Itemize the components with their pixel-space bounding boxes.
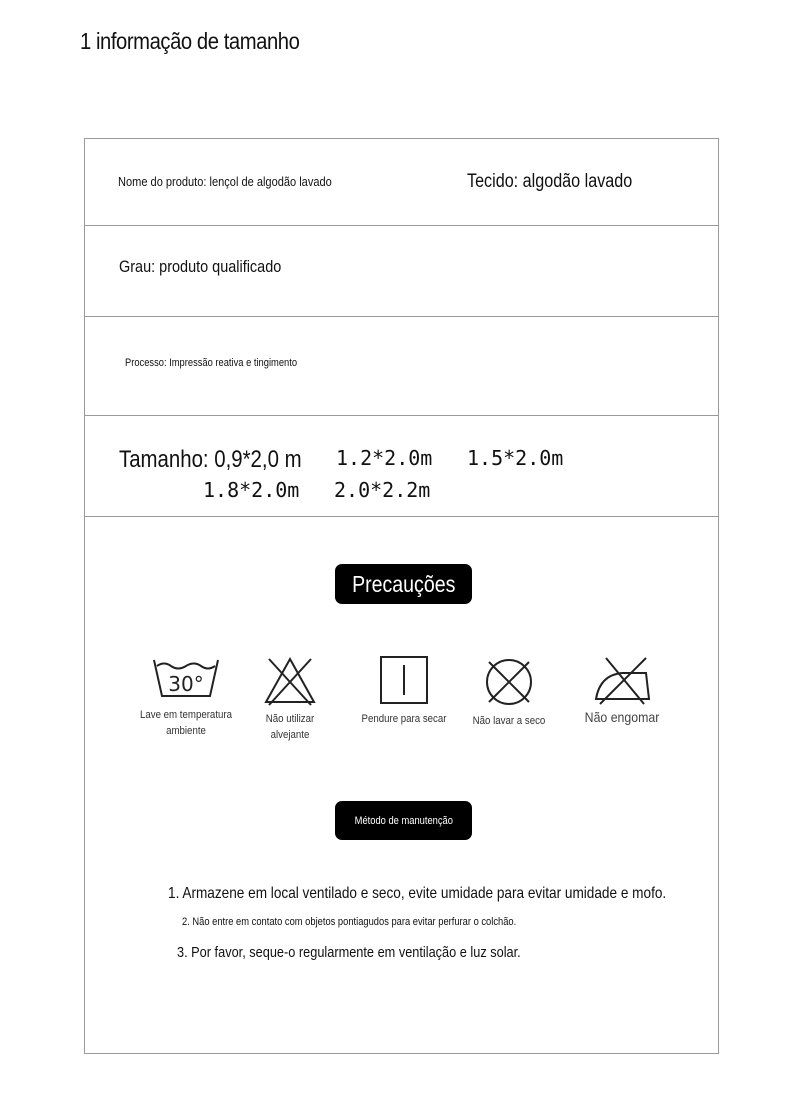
wash-30-icon (151, 657, 221, 701)
size-label: Tamanho: 0,9*2,0 m (119, 446, 302, 473)
care-item-wash-30 (131, 657, 241, 739)
product-name: Nome do produto: lençol de algodão lavado (118, 174, 332, 189)
care-label: Não utilizar alvejante (265, 713, 315, 741)
care-label: Não engomar (584, 709, 660, 725)
care-item-no-iron (567, 655, 677, 725)
care-item-no-bleach (240, 655, 340, 743)
no-iron-icon (592, 655, 652, 705)
row-name-fabric (85, 139, 718, 226)
product-info-table (84, 138, 719, 1054)
no-bleach-icon (263, 655, 317, 707)
maintenance-item: 3. Por favor, seque-o regularmente em ventilação e luz solar. (177, 944, 521, 961)
care-item-hang-dry (354, 655, 454, 727)
care-label: Não lavar a seco (472, 715, 546, 727)
page-title: 1 informação de tamanho (80, 28, 300, 54)
row-grade (85, 226, 718, 317)
grade: Grau: produto qualificado (119, 257, 282, 276)
row-size (85, 416, 718, 517)
row-process (85, 317, 718, 416)
svg-text:30°: 30° (168, 672, 204, 696)
no-dry-clean-icon (484, 657, 534, 707)
fabric: Tecido: algodão lavado (467, 171, 633, 192)
hang-dry-icon (379, 655, 429, 705)
care-label: Pendure para secar (361, 713, 447, 725)
care-label: Lave em temperatura ambiente (139, 709, 233, 737)
maintenance-item: 2. Não entre em contato com objetos pontiagudos para evitar perfurar o colchão. (182, 916, 517, 928)
size-option: 1.5*2.0m (467, 446, 564, 470)
size-option: 1.8*2.0m (203, 478, 300, 502)
size-option: 2.0*2.2m (334, 478, 431, 502)
maintenance-heading: Método de manutenção (335, 801, 472, 840)
process: Processo: Impressão reativa e tingimento (125, 357, 298, 369)
maintenance-item: 1. Armazene em local ventilado e seco, evite umidade para evitar umidade e mofo. (168, 885, 667, 902)
size-option: 1.2*2.0m (336, 446, 433, 470)
precautions-heading: Precauções (335, 564, 472, 604)
care-item-no-dry-clean (459, 657, 559, 729)
